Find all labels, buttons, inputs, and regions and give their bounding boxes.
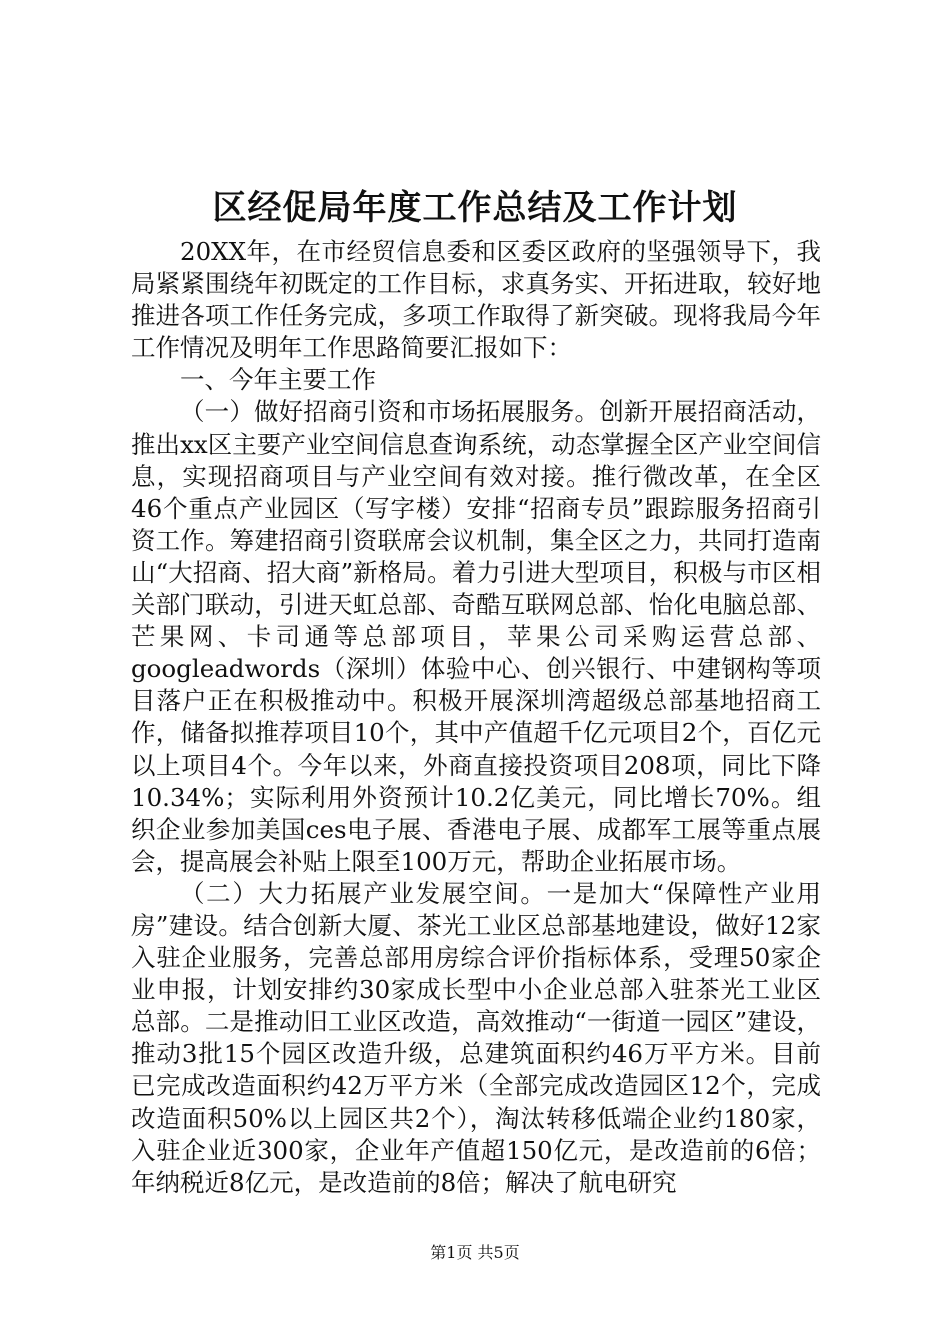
document-title: 区经促局年度工作总结及工作计划 [212, 188, 738, 228]
section-heading: 一、今年主要工作 [180, 365, 376, 395]
intro-paragraph: 20XX年，在市经贸信息委和区委区政府的坚强领导下，我局紧紧围绕年初既定的工作目标，求真务实、开拓进取，较好地推进各项工作任务完成，多项工作取得了新突破。现将我局今年工作情况及明年工作思路简要汇报如下： [131, 237, 821, 363]
section-paragraph-2: （二）大力拓展产业发展空间。一是加大“保障性产业用房”建设。结合创新大厦、茶光工业区总部基地建设，做好12家入驻企业服务，完善总部用房综合评价指标体系，受理50家企业申报，计划安排约30家成长型中小企业总部入驻茶光工业区总部。二是推动旧工业区改造，高效推动“一街道一园区”建设，推动3批15个园区改造升级，总建筑面积约46万平方米。目前已完成改造面积约42万平方米（全部完成改造园区12个，完成改造面积50%以上园区共2个），淘汰转移低端企业约180家，入驻企业近300家，企业年产值超150亿元，是改造前的6倍；年纳税近8亿元，是改造前的8倍；解决了航电研究 [131, 878, 821, 1197]
page-number-footer: 第1页 共5页 [430, 1243, 520, 1262]
document-body [131, 236, 821, 1199]
section-paragraph-1: （一）做好招商引资和市场拓展服务。创新开展招商活动，推出xx区主要产业空间信息查询系统，动态掌握全区产业空间信息，实现招商项目与产业空间有效对接。推行微改革，在全区46个重点产业园区（写字楼）安排“招商专员”跟踪服务招商引资工作。筹建招商引资联席会议机制，集全区之力，共同打造南山“大招商、招大商”新格局。着力引进大型项目，积极与市区相关部门联动，引进天虹总部、奇酷互联网总部、怡化电脑总部、芒果网、卡司通等总部项目，苹果公司采购运营总部、googleadwords（深圳）体验中心、创兴银行、中建钢构等项目落户正在积极推动中。积极开展深圳湾超级总部基地招商工作，储备拟推荐项目10个，其中产值超千亿元项目2个，百亿元以上项目4个。今年以来，外商直接投资项目208项，同比下降10.34%；实际利用外资预计10.2亿美元，同比增长70%。组织企业参加美国ces电子展、香港电子展、成都军工展等重点展会，提高展会补贴上限至100万元，帮助企业拓展市场。 [131, 397, 821, 876]
